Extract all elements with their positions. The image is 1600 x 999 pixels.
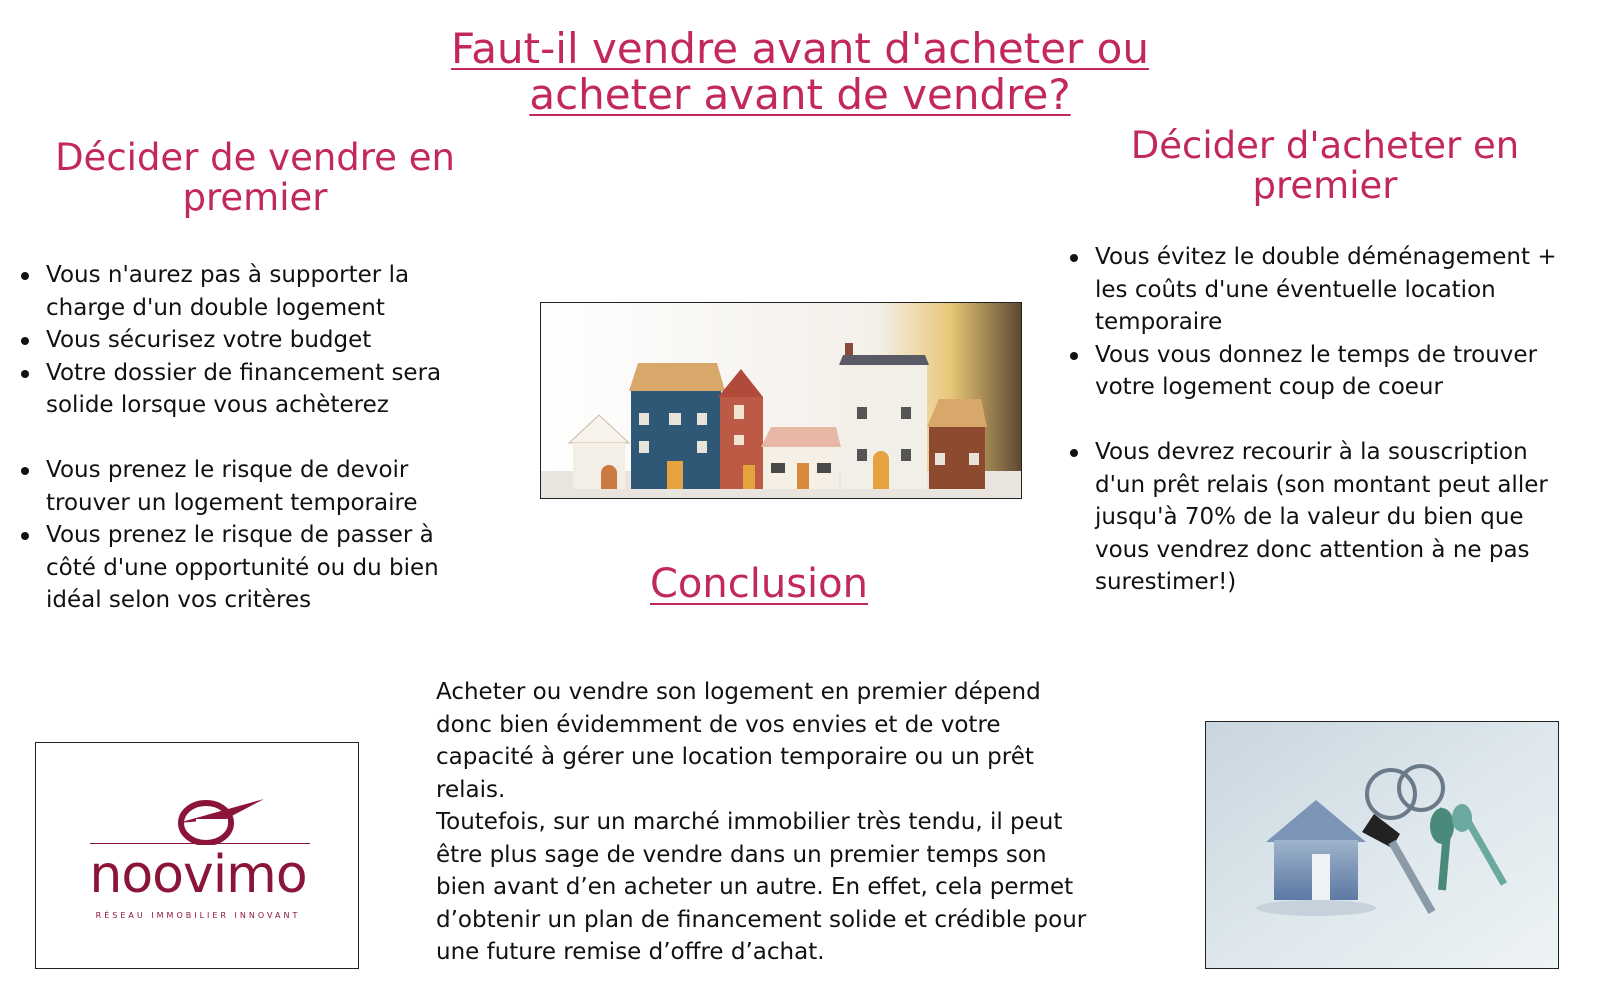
sell-first-list xyxy=(18,259,488,617)
sell-first-con-2: Vous prenez le risque de passer à côté d'une opportunité ou du bien idéal selon vos critères xyxy=(46,519,488,617)
sell-first-points xyxy=(18,259,488,617)
sell-first-pro-2: Vous sécurisez votre budget xyxy=(46,324,488,357)
miniature-houses-illustration xyxy=(541,303,1022,499)
buy-first-heading-line-2: premier xyxy=(1252,164,1398,207)
sell-first-pro-3: Votre dossier de financement sera solide lorsque vous achèterez xyxy=(46,357,488,422)
buy-first-heading xyxy=(1085,126,1565,206)
conclusion-body xyxy=(436,676,1096,969)
buy-first-pro-2: Vous vous donnez le temps de trouver votre logement coup de coeur xyxy=(1095,339,1572,404)
conclusion-paragraph-2: Toutefois, sur un marché immobilier très tendu, il peut être plus sage de vendre dans un premier temps son bien avant d’en acheter un autre. En effet, cela permet d’obtenir un plan de financement solide et crédible pour une future remise d’offre d’achat. xyxy=(436,809,1087,965)
noovimo-logo-box xyxy=(35,742,359,969)
page-title xyxy=(330,26,1270,118)
conclusion-heading: Conclusion xyxy=(650,561,868,607)
title-line-1: Faut-il vendre avant d'acheter ou xyxy=(451,24,1149,73)
houses-photo xyxy=(540,302,1022,499)
buy-first-heading-line-1: Décider d'acheter en xyxy=(1130,124,1520,167)
conclusion-paragraph-1: Acheter ou vendre son logement en premier dépend donc bien évidemment de vos envies et de votre capacité à gérer une location temporaire ou un prêt relais. xyxy=(436,679,1041,803)
plane-swoosh-icon xyxy=(166,785,266,845)
buy-first-points xyxy=(1067,241,1572,599)
house-keychain-illustration xyxy=(1206,722,1559,969)
keys-photo xyxy=(1205,721,1559,969)
logo-wordmark: noovimo xyxy=(89,845,307,905)
buy-first-con-1: Vous devrez recourir à la souscription d'un prêt relais (son montant peut aller jusqu'à 70% de la valeur du bien que vous vendrez donc attention à ne pas surestimer!) xyxy=(1095,436,1572,599)
logo-rule xyxy=(90,843,310,844)
buy-first-list xyxy=(1067,241,1572,599)
sell-first-heading xyxy=(20,138,490,218)
sell-first-con-1: Vous prenez le risque de devoir trouver un logement temporaire xyxy=(46,454,488,519)
sell-first-heading-line-1: Décider de vendre en xyxy=(55,136,455,179)
logo-tagline: RÉSEAU IMMOBILIER INNOVANT xyxy=(95,911,301,920)
title-line-2: acheter avant de vendre? xyxy=(529,70,1071,119)
sell-first-pro-1: Vous n'aurez pas à supporter la charge d'un double logement xyxy=(46,259,488,324)
sell-first-heading-line-2: premier xyxy=(182,176,328,219)
buy-first-pro-1: Vous évitez le double déménagement + les coûts d'une éventuelle location temporaire xyxy=(1095,241,1572,339)
